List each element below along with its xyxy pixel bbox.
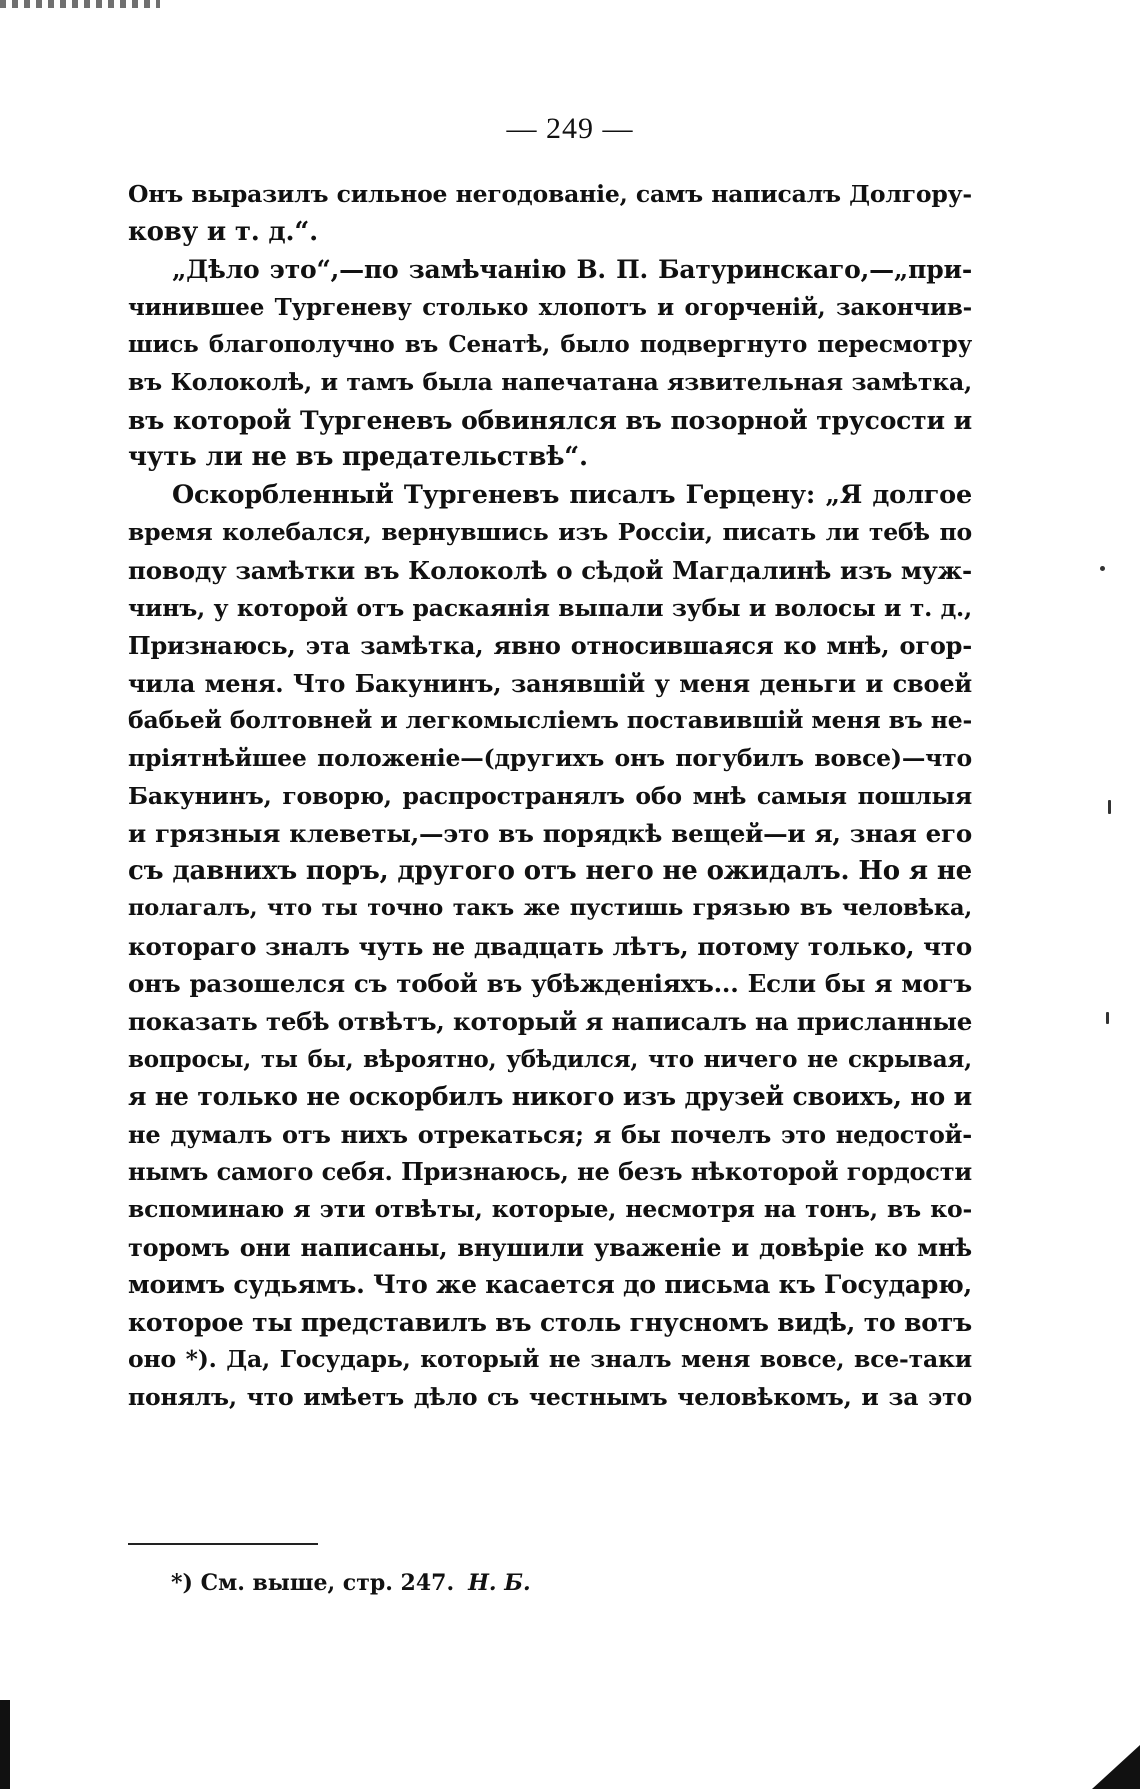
body-text bbox=[128, 176, 972, 1417]
text-line: которое ты представилъ въ столь гнусномъ видѣ, то вотъ bbox=[128, 1307, 972, 1337]
text-line: оно *). Да, Государь, который не зналъ меня вовсе, все-таки bbox=[128, 1345, 972, 1374]
text-line: „Дѣло это“,—по замѣчанію В. П. Батуринскаго,—„при- bbox=[172, 255, 972, 285]
footnote bbox=[171, 1570, 531, 1596]
text-line: не думалъ отъ нихъ отрекаться; я бы почелъ это недостой- bbox=[128, 1119, 972, 1149]
text-line: съ давнихъ поръ, другого отъ него не ожидалъ. Но я не bbox=[128, 855, 972, 886]
scan-edge-bottom-left bbox=[0, 1700, 10, 1789]
text-line: полагалъ, что ты точно такъ же пустишь грязью въ человѣка, bbox=[128, 895, 972, 922]
text-line: въ Колоколѣ, и тамъ была напечатана язвительная замѣтка, bbox=[128, 367, 972, 396]
text-line: вопросы, ты бы, вѣроятно, убѣдился, что ничего не скрывая, bbox=[128, 1045, 972, 1073]
text-line: въ которой Тургеневъ обвинялся въ позорной трусости и bbox=[128, 405, 972, 435]
text-line: чуть ли не въ предательствѣ“. bbox=[128, 442, 588, 473]
text-line: кову и т. д.“. bbox=[128, 216, 319, 247]
text-line: Признаюсь, эта замѣтка, явно относившаяся ко мнѣ, огор- bbox=[128, 631, 972, 661]
text-line: шись благополучно въ Сенатѣ, было подвергнуто пересмотру bbox=[128, 331, 972, 359]
text-line: время колебался, вернувшись изъ Россіи, писать ли тебѣ по bbox=[128, 518, 972, 547]
scan-edge-top-left bbox=[0, 0, 160, 8]
footnote-text: *) См. выше, стр. 247. bbox=[171, 1570, 455, 1596]
scan-speck bbox=[1100, 566, 1105, 571]
text-line: Оскорбленный Тургеневъ писалъ Герцену: „Я долгое bbox=[172, 479, 972, 510]
text-line: онъ разошелся съ тобой въ убѣжденіяхъ... Если бы я могъ bbox=[128, 969, 972, 999]
text-line: вспоминаю я эти отвѣты, которые, несмотря на тонъ, въ ко- bbox=[128, 1195, 972, 1224]
text-line: понялъ, что имѣетъ дѣло съ честнымъ человѣкомъ, и за это bbox=[128, 1383, 972, 1411]
scan-edge-bottom-right bbox=[1092, 1745, 1140, 1789]
text-line: и грязныя клеветы,—это въ порядкѣ вещей—и я, зная его bbox=[128, 819, 972, 849]
text-line: нымъ самого себя. Признаюсь, не безъ нѣкоторой гордости bbox=[128, 1157, 972, 1187]
text-line: Бакунинъ, говорю, распространялъ обо мнѣ самыя пошлыя bbox=[128, 781, 972, 810]
text-line: чинъ, у которой отъ раскаянія выпали зубы и волосы и т. д., bbox=[128, 593, 972, 622]
footnote-rule bbox=[128, 1543, 318, 1545]
text-line: я не только не оскорбилъ никого изъ друзей своихъ, но и bbox=[128, 1082, 972, 1112]
text-line: бабьей болтовней и легкомысліемъ поставившій меня въ не- bbox=[128, 706, 972, 735]
text-line: Онъ выразилъ сильное негодованіе, самъ написалъ Долгору- bbox=[128, 180, 972, 208]
footnote-signature: Н. Б. bbox=[468, 1570, 531, 1596]
scan-speck bbox=[1106, 1012, 1109, 1024]
text-line: чинившее Тургеневу столько хлопотъ и огорченій, закончив- bbox=[128, 293, 972, 321]
text-line: моимъ судьямъ. Что же касается до письма къ Государю, bbox=[128, 1270, 973, 1300]
text-line: котораго зналъ чуть не двадцать лѣтъ, потому только, что bbox=[128, 931, 972, 961]
text-line: пріятнѣйшее положеніе—(другихъ онъ погубилъ вовсе)—что bbox=[128, 743, 972, 772]
scan-speck bbox=[1108, 800, 1111, 814]
text-line: показать тебѣ отвѣтъ, который я написалъ на присланные bbox=[128, 1007, 973, 1037]
text-line: чила меня. Что Бакунинъ, занявшій у меня деньги и своей bbox=[128, 668, 972, 698]
text-line: торомъ они написаны, внушили уваженіе и довѣріе ко мнѣ bbox=[128, 1232, 972, 1262]
text-line: поводу замѣтки въ Колоколѣ о сѣдой Магдалинѣ изъ муж- bbox=[128, 555, 972, 585]
page-number: — 249 — bbox=[506, 112, 634, 145]
